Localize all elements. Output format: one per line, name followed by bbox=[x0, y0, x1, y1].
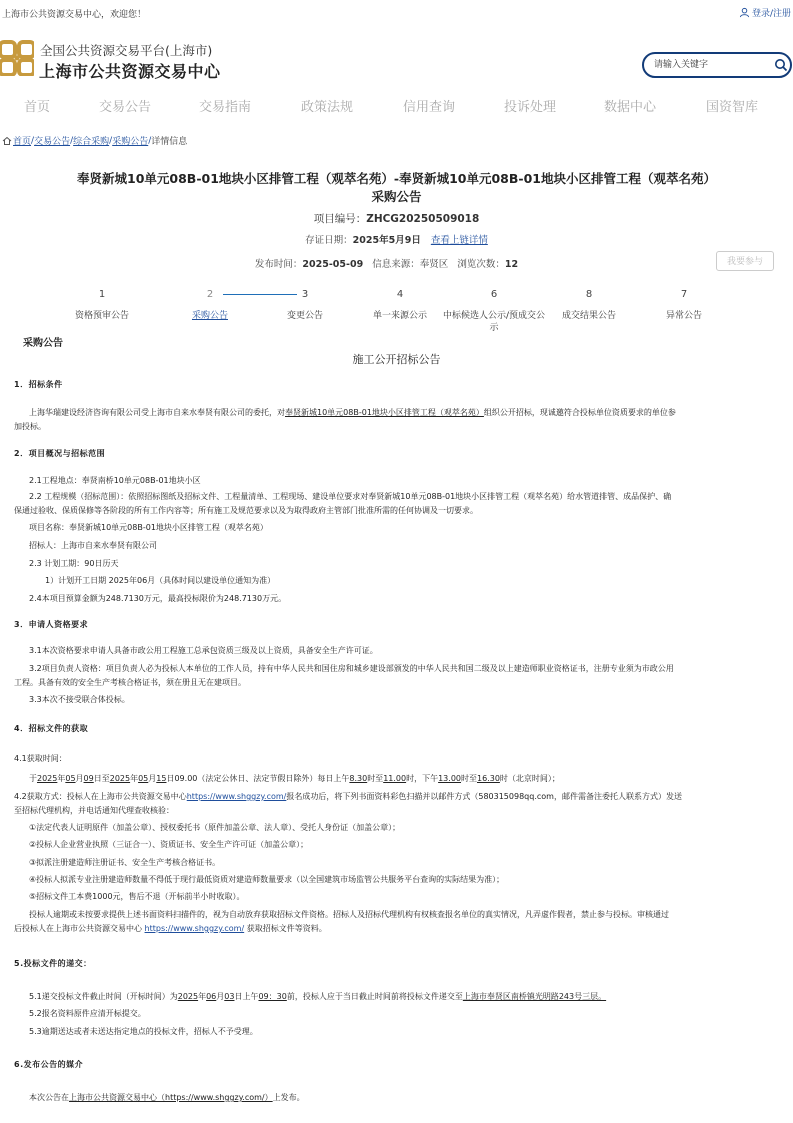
nav-data-center[interactable]: 数据中心 bbox=[604, 100, 657, 115]
paragraph: 至招标代理机构，并电话通知代理查收核验： bbox=[14, 806, 174, 815]
breadcrumb-procurement[interactable]: 采购公告 bbox=[112, 137, 149, 147]
breadcrumb-trade-notice[interactable]: 交易公告 bbox=[34, 137, 71, 147]
heading-3: 3．申请人资格要求 bbox=[14, 620, 89, 629]
welcome-text: 上海市公共资源交易中心，欢迎您！ bbox=[2, 10, 147, 20]
login-label[interactable]: 登录/注册 bbox=[751, 9, 791, 19]
views-count: 12 bbox=[504, 259, 519, 270]
value: 09：30 bbox=[258, 992, 287, 1001]
value: 03 bbox=[224, 992, 235, 1001]
publish-time: 2025-05-09 bbox=[302, 259, 364, 270]
paragraph: 3.1本次资格要求申请人具备市政公用工程施工总承包资质三级及以上资质，具备安全生产许可证。 bbox=[29, 646, 378, 655]
nav-think-tank[interactable]: 国资智库 bbox=[706, 100, 759, 115]
nav-home[interactable]: 首页 bbox=[24, 100, 51, 115]
source-value: 奉贤区 bbox=[419, 259, 449, 270]
paragraph: 2.1工程地点：奉贤南桥10单元08B-01地块小区 bbox=[29, 476, 201, 485]
step-number: 7 bbox=[680, 289, 688, 300]
breadcrumb-home[interactable]: 首页 bbox=[13, 137, 32, 147]
notice-title-sub: 采购公告 bbox=[371, 189, 422, 204]
step-number: 3 bbox=[301, 289, 309, 300]
text: 月 bbox=[216, 992, 225, 1001]
value: 13.00 bbox=[438, 774, 461, 783]
deposit-info bbox=[0, 232, 793, 246]
paragraph: 2.4本项目预算金额为248.7130万元，最高投标限价为248.7130万元。 bbox=[29, 594, 287, 603]
section-title: 采购公告 bbox=[23, 338, 63, 349]
step-single-source[interactable]: 单一来源公示 bbox=[372, 311, 427, 321]
value: 15 bbox=[156, 774, 167, 783]
text: 时至 bbox=[367, 774, 384, 783]
step-candidate[interactable]: 中标候选人公示/预成交公示 bbox=[442, 311, 546, 333]
value: 2025 bbox=[109, 774, 131, 783]
nav-trade-guide[interactable]: 交易指南 bbox=[199, 100, 252, 115]
value: 05 bbox=[138, 774, 149, 783]
text: 上海华瑞建设经济咨询有限公司受上海市自来水奉贤有限公司的委托，对 bbox=[29, 408, 285, 417]
search-box[interactable] bbox=[642, 52, 792, 78]
value: 2025 bbox=[37, 774, 58, 783]
heading-6: 6.发布公告的媒介 bbox=[14, 1060, 84, 1069]
paragraph: 2.3 计划工期：90日历天 bbox=[29, 559, 119, 568]
step-number: 1 bbox=[98, 289, 106, 300]
deposit-label: 存证日期： bbox=[305, 235, 353, 246]
project-number-label: 项目编号： bbox=[313, 213, 367, 225]
join-button[interactable]: 我要参与 bbox=[716, 251, 774, 271]
step-prequal[interactable]: 资格预审公告 bbox=[74, 311, 129, 321]
text: 时（北京时间）； bbox=[499, 774, 560, 783]
project-name-link: 奉贤新城10单元08B-01地块小区排管工程（观萃名苑） bbox=[285, 408, 484, 417]
step-number: 8 bbox=[585, 289, 593, 300]
platform-name: 全国公共资源交易平台(上海市) bbox=[40, 43, 213, 58]
text: 年 bbox=[130, 774, 139, 783]
paragraph bbox=[29, 771, 560, 786]
text: 报名成功后，将下列书面资料彩色扫描并以邮件方式（580315098qq.com，邮件需备注委托人联系方式）发送 bbox=[286, 792, 682, 801]
list-item: ④投标人拟派专业注册建造师数量不得低于现行最低资质对建造师数量要求（以全国建筑市场监管公共服务平台查询的实际结果为准）； bbox=[29, 875, 505, 884]
text: 组织公开招标，现诚邀符合投标单位资质要求的单位参 bbox=[483, 408, 676, 417]
text: 后投标人在上海市公共资源交易中心 bbox=[14, 924, 142, 933]
value: 09 bbox=[83, 774, 94, 783]
heading-1: 1．招标条件 bbox=[14, 380, 63, 389]
views-label: 浏览次数： bbox=[457, 259, 505, 270]
shggzy-link[interactable]: https://www.shggzy.com/ bbox=[186, 792, 287, 801]
heading-4: 4．招标文件的获取 bbox=[14, 724, 89, 733]
nav-trade-notice[interactable]: 交易公告 bbox=[99, 100, 152, 115]
home-icon bbox=[2, 136, 12, 146]
paragraph: 5.3逾期送达或者未送达指定地点的投标文件，招标人不予受理。 bbox=[29, 1027, 258, 1036]
publish-info bbox=[0, 256, 783, 270]
step-result[interactable]: 成交结果公告 bbox=[561, 311, 616, 321]
project-number-value: ZHCG20250509018 bbox=[366, 213, 480, 225]
paragraph: 2.2 工程规模（招标范围）：依照招标图纸及招标文件、工程量清单、工程现场、建设单位要求对奉贤新城10单元08B-01地块小区排管工程（观萃名苑）给水管道排管、成品保护、确 bbox=[29, 492, 672, 501]
step-change[interactable]: 变更公告 bbox=[286, 311, 323, 321]
list-item: ③拟派注册建造师注册证书、安全生产考核合格证书。 bbox=[29, 858, 221, 867]
value: 8.30 bbox=[349, 774, 368, 783]
paragraph: 保通过验收、保质保修等各阶段的所有工作内容等；所有施工及规范要求以及为取得政府主管部门批准所需的任何协调及一切要求。 bbox=[14, 506, 478, 515]
paragraph: 招标人：上海市自来水奉贤有限公司 bbox=[29, 541, 157, 550]
value: 16.30 bbox=[477, 774, 500, 783]
paragraph bbox=[29, 405, 676, 420]
text: 本次公告在 bbox=[29, 1093, 69, 1102]
paragraph: 工程。具备有效的安全生产考核合格证书，须在册且无在建项目。 bbox=[14, 678, 246, 687]
text: 于 bbox=[29, 774, 37, 783]
project-number bbox=[0, 211, 793, 226]
search-icon[interactable] bbox=[774, 58, 788, 72]
step-number: 6 bbox=[490, 289, 498, 300]
search-input[interactable] bbox=[654, 58, 764, 72]
text: 时，下午 bbox=[406, 774, 439, 783]
text: 上发布。 bbox=[272, 1093, 305, 1102]
text: 时至 bbox=[461, 774, 477, 783]
notice-title: 奉贤新城10单元08B-01地块小区排管工程（观萃名苑）-奉贤新城10单元08B-01地块小区排管工程（观萃名苑） bbox=[77, 171, 716, 186]
step-number: 2 bbox=[206, 289, 214, 300]
text: 年 bbox=[198, 992, 207, 1001]
breadcrumb-comprehensive[interactable]: 综合采购 bbox=[73, 137, 110, 147]
center-name: 上海市公共资源交易中心 bbox=[39, 62, 221, 81]
step-number: 4 bbox=[396, 289, 404, 300]
text: 月 bbox=[75, 774, 84, 783]
publish-label: 发布时间： bbox=[254, 259, 303, 270]
text: 日至 bbox=[93, 774, 110, 783]
value: 2025 bbox=[177, 992, 199, 1001]
user-icon bbox=[739, 7, 750, 18]
value: 06 bbox=[206, 992, 217, 1001]
paragraph: 项目名称：奉贤新城10单元08B-01地块小区排管工程（观萃名苑） bbox=[29, 523, 268, 532]
shggzy-link[interactable]: 上海市公共资源交易中心（https://www.shggzy.com/） bbox=[69, 1093, 273, 1102]
text: 日上午 bbox=[234, 992, 259, 1001]
paragraph: 投标人逾期或未按要求提供上述书面资料扫描件的，视为自动放弃获取招标文件资格。招标人及招标代理机构有权核查报名单位的真实情况，凡弄虚作假者，禁止参与投标。审核通过 bbox=[29, 910, 669, 919]
address: 上海市奉贤区南桥镇光明路243号三层。 bbox=[462, 992, 607, 1001]
nav-policy[interactable]: 政策法规 bbox=[301, 100, 354, 115]
value: 11.00 bbox=[383, 774, 407, 783]
step-procurement[interactable]: 采购公告 bbox=[191, 311, 228, 321]
paragraph bbox=[29, 1090, 305, 1105]
source-label: 信息来源： bbox=[372, 259, 420, 270]
paragraph: 4.1获取时间： bbox=[14, 754, 67, 763]
paragraph bbox=[14, 921, 327, 936]
center-logo-icon bbox=[0, 40, 34, 76]
paragraph: 加投标。 bbox=[14, 422, 46, 431]
paragraph bbox=[29, 989, 606, 1004]
paragraph: 3.3本次不接受联合体投标。 bbox=[29, 695, 130, 704]
step-progress-line bbox=[223, 294, 297, 295]
breadcrumb-current: 详情信息 bbox=[151, 137, 188, 147]
paragraph bbox=[14, 789, 682, 804]
nav-credit[interactable]: 信用查询 bbox=[403, 100, 456, 115]
text: 月 bbox=[148, 774, 157, 783]
shggzy-link[interactable]: https://www.shggzy.com/ bbox=[144, 924, 245, 933]
text: 4.2获取方式：投标人在上海市公共资源交易中心 bbox=[14, 792, 187, 801]
breadcrumb: 首页 / 交易公告 / 综合采购 / 采购公告 / 详情信息 bbox=[2, 134, 187, 147]
text: 5.1递交投标文件截止时间（开标时间）为 bbox=[29, 992, 178, 1001]
value: 05 bbox=[65, 774, 76, 783]
deposit-date: 2025年5月9日 bbox=[352, 235, 421, 246]
text: 获取招标文件等资料。 bbox=[246, 924, 327, 933]
chain-detail-link[interactable]: 查看上链详情 bbox=[430, 235, 488, 246]
paragraph: 5.2报名资料原件应清开标提交。 bbox=[29, 1009, 146, 1018]
text: 日09.00（法定公休日、法定节假日除外）每日上午 bbox=[166, 774, 350, 783]
main-nav bbox=[0, 96, 793, 118]
heading-5: 5.投标文件的递交： bbox=[14, 959, 92, 968]
document-title: 施工公开招标公告 bbox=[352, 353, 441, 366]
list-item: ⑤招标文件工本费1000元，售后不退（开标前半小时收取）。 bbox=[29, 892, 245, 901]
heading-2: 2．项目概况与招标范围 bbox=[14, 449, 106, 458]
list-item: ①法定代表人证明原件（加盖公章）、授权委托书（原件加盖公章、法人章）、受托人身份证（加盖公章）； bbox=[29, 823, 401, 832]
nav-complaint[interactable]: 投诉处理 bbox=[504, 100, 557, 115]
text: 年 bbox=[57, 774, 66, 783]
text: 前，投标人应于当日截止时间前将投标文件递交至 bbox=[286, 992, 463, 1001]
paragraph: 1）计划开工日期 2025年06月（具体时间以建设单位通知为准） bbox=[45, 576, 276, 585]
top-bar bbox=[0, 0, 793, 26]
step-abnormal[interactable]: 异常公告 bbox=[665, 311, 702, 321]
list-item: ②投标人企业营业执照（三证合一）、资质证书、安全生产许可证（加盖公章）； bbox=[29, 840, 309, 849]
paragraph: 3.2项目负责人资格：项目负责人必为投标人本单位的工作人员，持有中华人民共和国住房和城乡建设部颁发的中华人民共和国二级及以上建造师职业资格证书，注册专业须为市政公用 bbox=[29, 664, 674, 673]
login-link[interactable] bbox=[739, 6, 791, 19]
